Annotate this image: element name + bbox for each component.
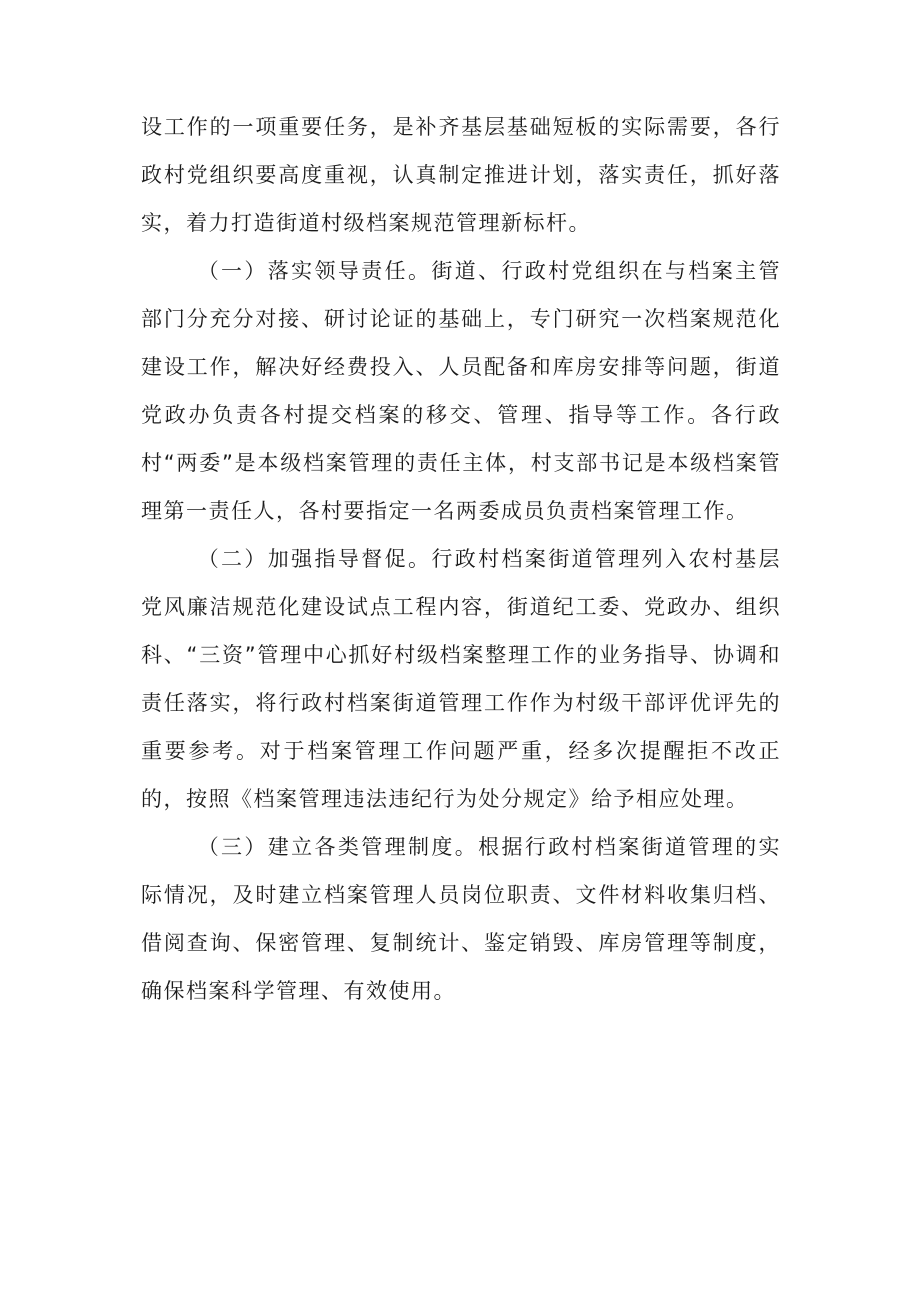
paragraph-guidance-supervision: （二）加强指导督促。行政村档案街道管理列入农村基层党风廉洁规范化建设试点工程内容，街道纪工委、党政办、组织科、“三资”管理中心抓好村级档案整理工作的业务指导、协调和责任落实，将行政村档案街道管理工作作为村级干部评优评先的重要参考。对于档案管理工作问题严重，经多次提醒拒不改正的，按照《档案管理违法违纪行为处分规定》给予相应处理。 [141,547,781,811]
paragraph-management-systems: （三）建立各类管理制度。根据行政村档案街道管理的实际情况，及时建立档案管理人员岗位职责、文件材料收集归档、借阅查询、保密管理、复制统计、鉴定销毁、库房管理等制度，确保档案科学管理、有效使用。 [141,835,781,1003]
paragraph-continuation: 设工作的一项重要任务，是补齐基层基础短板的实际需要，各行政村党组织要高度重视，认真制定推进计划，落实责任，抓好落实，着力打造街道村级档案规范管理新标杆。 [141,115,781,235]
paragraph-leadership-responsibility: （一）落实领导责任。街道、行政村党组织在与档案主管部门分充分对接、研讨论证的基础上，专门研究一次档案规范化建设工作，解决好经费投入、人员配备和库房安排等问题，街道党政办负责各村提交档案的移交、管理、指导等工作。各行政村“两委”是本级档案管理的责任主体，村支部书记是本级档案管理第一责任人，各村要指定一名两委成员负责档案管理工作。 [141,259,781,523]
document-body [141,103,781,1015]
